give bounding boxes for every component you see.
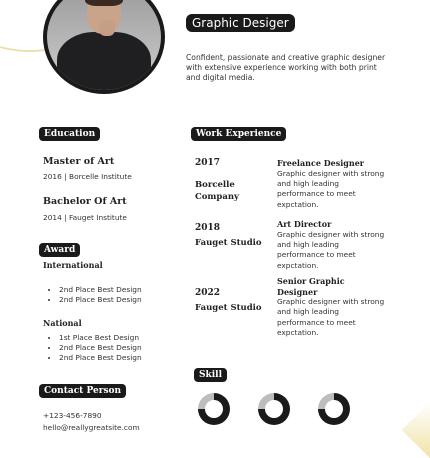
education-detail-2: 2014 | Fauget Institute: [43, 213, 127, 222]
work-title-3: Senior Graphic Designer: [277, 276, 345, 297]
list-item: • 2nd Place Best Design: [59, 285, 142, 295]
contact-email: hello@reallygreatsite.com: [43, 423, 140, 432]
work-entry-3: [277, 276, 387, 339]
work-desc-1: Graphic designer with strong and high leading performance to meet expctation.: [277, 168, 385, 209]
list-item: • 1st Place Best Design: [59, 333, 142, 343]
award-international-label: International: [43, 260, 103, 270]
list-item: • 2nd Place Best Design: [59, 343, 142, 353]
work-company-3: Fauget Studio: [195, 303, 262, 313]
skill-donut-2: [258, 393, 290, 425]
work-title-2: Art Director: [277, 219, 332, 229]
list-item: • 2nd Place Best Design: [59, 295, 142, 305]
list-item: • 2nd Place Best Design: [59, 353, 142, 363]
profile-photo: [43, 0, 165, 94]
work-year-2: 2018: [195, 223, 221, 233]
work-entry-1: [277, 158, 387, 210]
skill-donut-1: [198, 393, 230, 425]
education-degree-2: Bachelor Of Art: [43, 196, 127, 207]
work-year-3: 2022: [195, 288, 221, 298]
contact-heading: Contact Person: [39, 384, 126, 398]
international-award-list: [43, 285, 142, 305]
award-heading: Award: [39, 243, 80, 257]
work-title-1: Freelance Designer: [277, 158, 365, 168]
national-award-list: [43, 333, 142, 363]
profile-summary: Confident, passionate and creative graphic designer with extensive experience working with both print and digital media.: [186, 53, 386, 82]
contact-phone: +123-456-7890: [43, 411, 102, 420]
skill-heading: Skill: [194, 368, 227, 382]
education-degree-1: Master of Art: [43, 156, 115, 167]
skill-donut-3: [318, 393, 350, 425]
award-national-label: National: [43, 318, 82, 328]
work-company-1: Borcelle Company: [195, 180, 239, 202]
work-company-2: Fauget Studio: [195, 238, 262, 248]
work-experience-heading: Work Experience: [191, 127, 286, 141]
work-desc-2: Graphic designer with strong and high leading performance to meet expctation.: [277, 229, 385, 270]
job-title: Graphic Desiger: [186, 14, 295, 32]
work-desc-3: Graphic designer with strong and high leading performance to meet expctation.: [277, 297, 385, 338]
work-entry-2: [277, 219, 387, 271]
education-heading: Education: [39, 127, 100, 141]
education-detail-1: 2016 | Borcelle Institute: [43, 172, 132, 181]
work-year-1: 2017: [195, 158, 221, 168]
